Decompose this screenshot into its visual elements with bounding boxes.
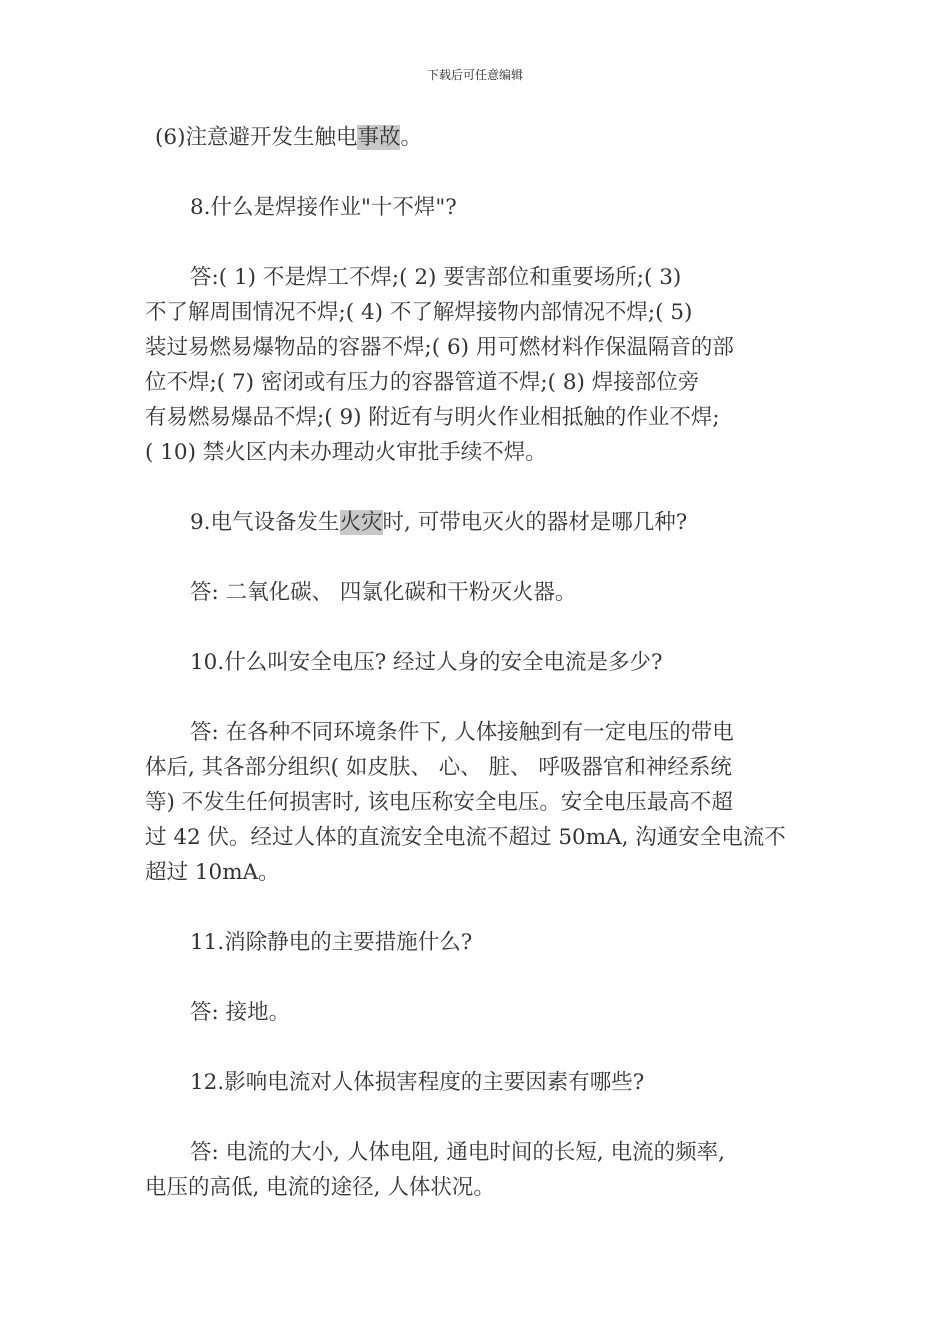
answer-8-line: 答:( 1) 不是焊工不焊;( 2) 要害部位和重要场所;( 3) (190, 265, 682, 290)
question-12: 12.影响电流对人体损害程度的主要因素有哪些? (190, 1070, 645, 1095)
question-8: 8.什么是焊接作业"十不焊"? (190, 195, 457, 220)
answer-12-line: 电压的高低, 电流的途径, 人体状况。 (145, 1175, 495, 1200)
item-6-text: (6)注意避开发生触电 (155, 125, 358, 150)
answer-12-line: 答: 电流的大小, 人体电阻, 通电时间的长短, 电流的频率, (190, 1140, 725, 1165)
question-11: 11.消除静电的主要措施什么? (190, 930, 473, 955)
answer-11: 答: 接地。 (190, 1000, 291, 1025)
answer-10-line: 体后, 其各部分组织( 如皮肤、 心、 脏、 呼吸器官和神经系统 (145, 755, 732, 780)
answer-8-line: 有易燃易爆品不焊;( 9) 附近有与明火作业相抵触的作业不焊; (145, 405, 720, 430)
question-10: 10.什么叫安全电压? 经过人身的安全电流是多少? (190, 650, 663, 675)
item-6-end: 。 (400, 125, 422, 150)
answer-10-line: 过 42 伏。经过人体的直流安全电流不超过 50mA, 沟通安全电流不 (145, 825, 786, 850)
answer-8-line: 装过易燃易爆物品的容器不焊;( 6) 用可燃材料作保温隔音的部 (145, 335, 734, 360)
answer-8-line: 位不焊;( 7) 密闭或有压力的容器管道不焊;( 8) 焊接部位旁 (145, 370, 700, 395)
question-9 (190, 505, 830, 540)
answer-10-line: 超过 10mA。 (145, 860, 280, 885)
page-header: 下载后可任意编辑 (426, 68, 523, 82)
answer-10-line: 答: 在各种不同环境条件下, 人体接触到有一定电压的带电 (190, 720, 734, 745)
question-9-text: 9.电气设备发生 (190, 510, 340, 535)
answer-8-line: 不了解周围情况不焊;( 4) 不了解焊接物内部情况不焊;( 5) (145, 300, 693, 325)
answer-10-line: 等) 不发生任何损害时, 该电压称安全电压。安全电压最高不超 (145, 790, 733, 815)
highlight-text: 事故 (357, 125, 401, 150)
answer-9: 答: 二氧化碳、 四氯化碳和干粉灭火器。 (190, 580, 577, 605)
question-9-end: 时, 可带电灭火的器材是哪几种? (382, 510, 688, 535)
answer-8-line: ( 10) 禁火区内未办理动火审批手续不焊。 (145, 440, 547, 465)
highlight-text: 火灾 (339, 510, 383, 535)
item-6 (155, 120, 835, 155)
